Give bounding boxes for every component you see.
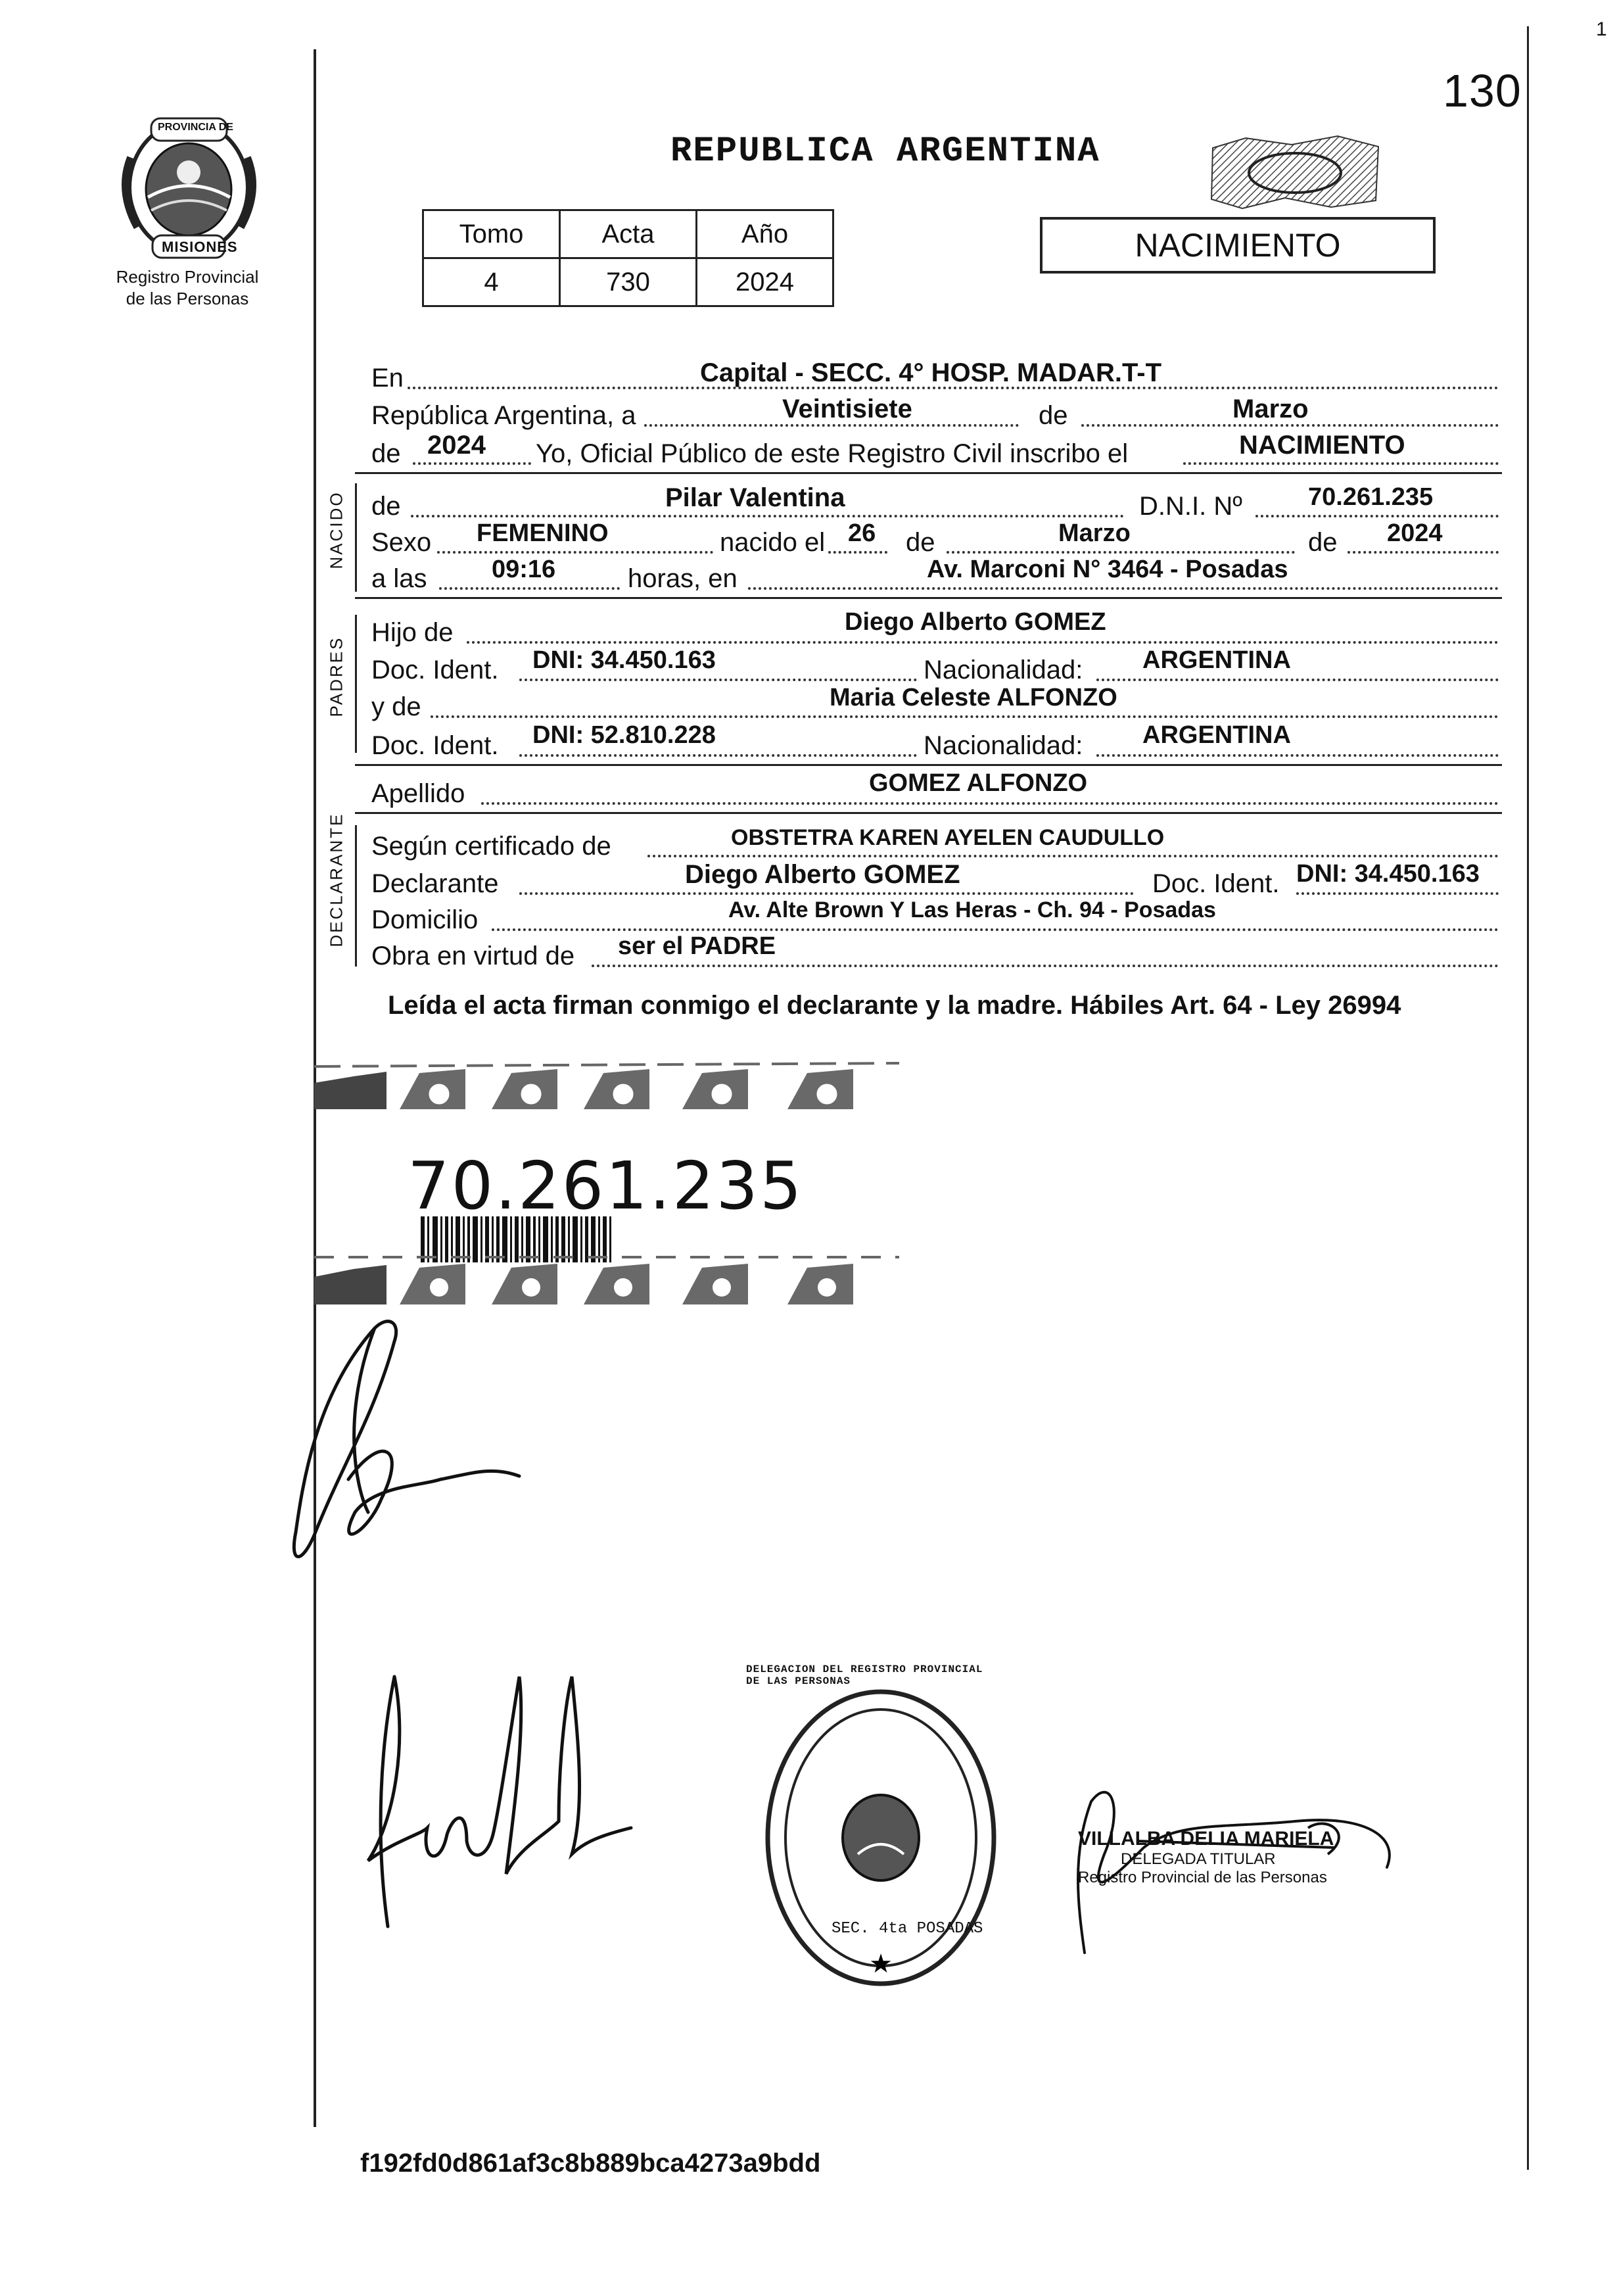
padres-bracket [355,615,357,753]
domicilio-value: Av. Alte Brown Y Las Heras - Ch. 94 - Posadas [728,897,1216,922]
nacido-el-label: nacido el [720,528,826,557]
father-doc-label: Doc. Ident. [371,656,499,684]
separator-1 [355,472,1502,474]
declarante-doc-dotted-line [1296,892,1499,895]
barcode-number: 70.261.235 [408,1147,804,1224]
mother-nationality-dotted-line [1096,754,1499,757]
delegate-stamp [1078,1828,1334,1887]
birth-de-label-1: de [906,528,935,557]
declarante-side-label: DECLARANTE [326,812,346,947]
birth-year-value: 2024 [1387,519,1443,547]
separator-4 [355,812,1502,814]
obra-label: Obra en virtud de [371,942,575,970]
child-name-value: Pilar Valentina [665,483,845,512]
place-dotted-line [748,587,1499,590]
time-value: 09:16 [492,556,556,583]
declarante-name-value: Diego Alberto GOMEZ [685,860,960,889]
obra-value: ser el PADRE [618,932,776,960]
father-nationality-value: ARGENTINA [1142,646,1291,674]
declarante-label: Declarante [371,869,499,898]
padres-side-label: PADRES [326,636,346,717]
birth-de-label-2: de [1308,528,1338,557]
declarante-name-dotted-line [519,892,1134,895]
place-value: Av. Marconi N° 3464 - Posadas [927,556,1288,583]
acta-header: Acta [560,210,697,258]
apellido-label: Apellido [371,779,465,808]
mother-nationality-value: ARGENTINA [1142,721,1291,749]
father-name-value: Diego Alberto GOMEZ [845,608,1106,636]
declarante-doc-value: DNI: 34.450.163 [1296,860,1480,888]
year-value: 2024 [427,431,486,460]
anio-value: 2024 [697,258,833,306]
province-emblem [118,112,260,263]
reference-table [422,209,834,307]
father-doc-dotted-line [519,679,917,681]
delegate-name: VILLALBA DELIA MARIELA [1078,1828,1334,1850]
a-las-label: a las [371,564,427,593]
mother-name-dotted-line [431,715,1499,718]
org-line-1: Registro Provincial [116,267,259,287]
en-label: En [371,364,404,393]
dni-dotted-line [1255,515,1499,517]
emblem-top-text: PROVINCIA DE [158,122,233,133]
sexo-label: Sexo [371,528,432,557]
birth-month-value: Marzo [1058,519,1131,547]
acta-value: 730 [560,258,697,306]
inscription-dotted-line [1183,462,1499,465]
time-dotted-line [439,587,620,590]
delegate-role: DELEGADA TITULAR [1121,1850,1276,1868]
segun-label: Según certificado de [371,832,611,861]
republica-dotted-line-2 [1081,424,1499,427]
svg-text:★: ★ [869,1949,893,1979]
father-name-dotted-line [467,641,1499,644]
right-margin-rule [1527,26,1529,2170]
dni-label: D.N.I. Nº [1139,492,1242,521]
republica-dotted-line-1 [644,424,1019,427]
apellido-dotted-line [481,802,1499,805]
month-de-label: de [1039,401,1068,430]
org-line-2: de las Personas [126,289,249,308]
document-title: REPUBLICA ARGENTINA [670,132,1100,172]
seal-inner-text: SEC. 4ta POSADAS [832,1920,983,1938]
corner-mark: 1 [1596,18,1607,40]
mother-name-value: Maria Celeste ALFONZO [830,684,1117,711]
declarante-bracket [355,825,357,967]
declarant-signature [276,1315,539,1591]
security-stamp [1206,135,1384,210]
mother-nationality-label: Nacionalidad: [924,731,1083,760]
inscription-type-value: NACIMIENTO [1239,431,1405,460]
father-nationality-label: Nacionalidad: [924,656,1083,684]
certificado-dotted-line [647,855,1499,857]
mother-doc-value: DNI: 52.810.228 [532,721,716,749]
birth-day-value: 26 [848,519,876,547]
year-dotted-line [413,462,531,465]
separator-2 [355,597,1502,599]
anio-header: Año [697,210,833,258]
yo-text: Yo, Oficial Público de este Registro Civil inscribo el [536,439,1129,468]
year-de-label: de [371,439,401,468]
tomo-value: 4 [423,258,560,306]
separator-3 [355,764,1502,766]
nacido-side-label: NACIDO [326,490,346,569]
father-nationality-dotted-line [1096,679,1499,681]
certificado-value: OBSTETRA KAREN AYELEN CAUDULLO [731,825,1165,850]
mother-doc-label: Doc. Ident. [371,731,499,760]
closing-note: Leída el acta firman conmigo el declarante y la madre. Hábiles Art. 64 - Ley 26994 [388,991,1401,1020]
day-words-value: Veintisiete [782,395,912,423]
document-hash: f192fd0d861af3c8b889bca4273a9bdd [360,2149,821,2178]
father-doc-value: DNI: 34.450.163 [532,646,716,674]
nacido-de-label: de [371,492,401,521]
child-dni-value: 70.261.235 [1308,483,1434,511]
seal-ring-text: DELEGACION DEL REGISTRO PROVINCIAL DE LAS PERSONAS [746,1663,983,1687]
apellido-value: GOMEZ ALFONZO [869,769,1088,797]
sexo-value: FEMENINO [477,519,609,547]
obra-dotted-line [592,965,1499,967]
declarante-doc-label: Doc. Ident. [1152,869,1280,898]
nacido-bracket [355,483,357,592]
domicilio-dotted-line [492,928,1499,931]
delegate-org: Registro Provincial de las Personas [1078,1869,1327,1886]
domicilio-label: Domicilio [371,905,479,934]
tomo-header: Tomo [423,210,560,258]
name-dotted-line [411,515,1124,517]
horas-label: horas, en [628,564,738,593]
certificate-type-box: NACIMIENTO [1040,217,1436,274]
month-value: Marzo [1232,395,1309,423]
hijo-label: Hijo de [371,618,454,647]
mother-signature [355,1663,644,1940]
registry-round-seal [746,1663,1002,1992]
organization-name [92,266,283,310]
day-dotted-line [828,551,887,554]
birth-month-dotted-line [947,551,1295,554]
y-de-label: y de [371,692,421,721]
mother-doc-dotted-line [519,754,917,757]
page-number: 130 [1443,65,1522,116]
birth-year-dotted-line [1348,551,1499,554]
emblem-bottom-text: MISIONES [162,239,238,255]
republica-label: República Argentina, a [371,401,636,430]
sexo-dotted-line [437,551,713,554]
en-value: Capital - SECC. 4° HOSP. MADAR.T-T [700,358,1162,387]
